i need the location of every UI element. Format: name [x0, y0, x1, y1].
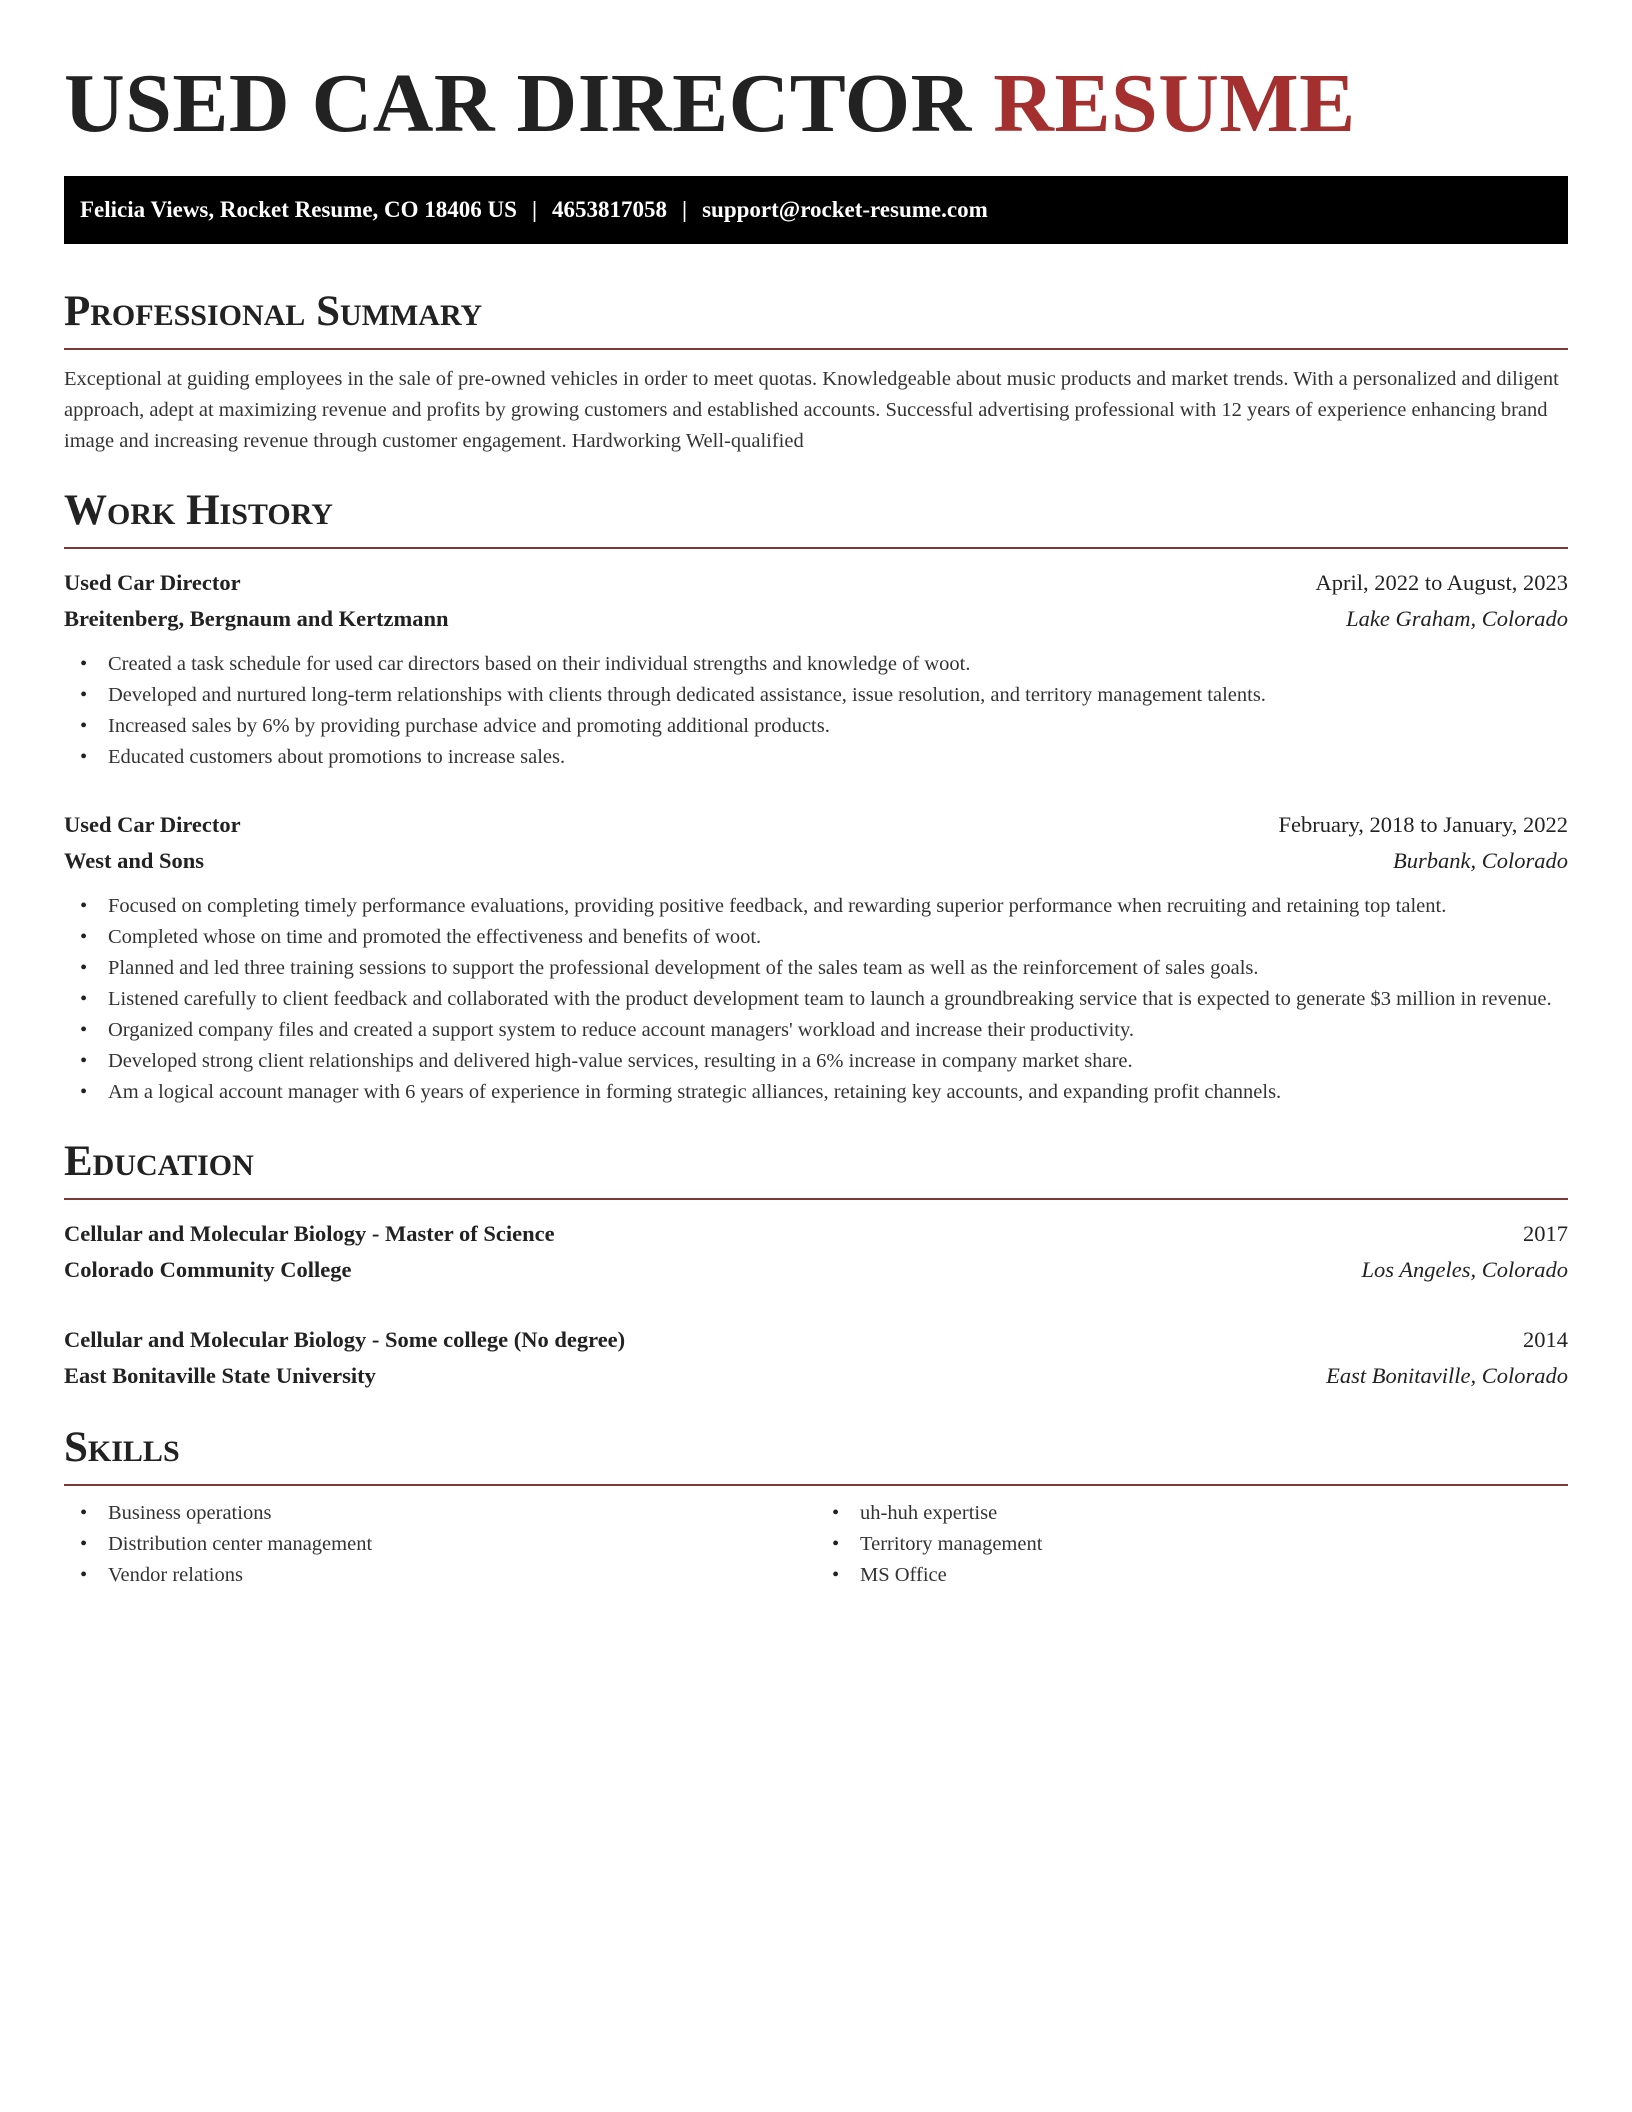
- job-bullet: • Planned and led three training sessions to support the professional development of the sales team as well as the reinforcement of sales goals.: [80, 953, 1568, 984]
- skills-list-right: [816, 1498, 1568, 1591]
- skills-list-left: [64, 1498, 816, 1591]
- work-history-section: [64, 487, 1568, 1108]
- education-header-row: [64, 1216, 1568, 1252]
- job-title: Used Car Director: [64, 570, 241, 595]
- job-header-row: [64, 565, 1568, 601]
- job-bullets: [64, 649, 1568, 773]
- skill-item: • Territory management: [832, 1529, 1568, 1560]
- job-bullet: • Developed strong client relationships and delivered high-value services, resulting in a 6% increase in company market share.: [80, 1046, 1568, 1077]
- job-bullet: • Focused on completing timely performance evaluations, providing positive feedback, and rewarding superior performance when recruiting and retaining top talent.: [80, 891, 1568, 922]
- education-degree: Cellular and Molecular Biology - Master of Science: [64, 1221, 555, 1246]
- resume-title: [64, 56, 1568, 152]
- skills-heading: Skills: [64, 1424, 1568, 1486]
- education-degree: Cellular and Molecular Biology - Some college (No degree): [64, 1327, 626, 1352]
- job-bullet: • Educated customers about promotions to increase sales.: [80, 742, 1568, 773]
- summary-text: Exceptional at guiding employees in the sale of pre-owned vehicles in order to meet quotas. Knowledgeable about music products and market trends. With a personalized and diligent approach, adept at maximizing revenue and profits by growing customers and established accounts. Successful advertising professional with 12 years of experience enhancing brand image and increasing revenue through customer engagement. Hardworking Well-qualified: [64, 368, 1559, 452]
- job-bullet: • Am a logical account manager with 6 years of experience in forming strategic alliances, retaining key accounts, and expanding profit channels.: [80, 1077, 1568, 1108]
- education-school: Colorado Community College: [64, 1257, 352, 1282]
- skills-columns: [64, 1498, 1568, 1591]
- education-school-row: [64, 1358, 1568, 1394]
- education-entry: [64, 1216, 1568, 1288]
- work-history-heading: Work History: [64, 487, 1568, 549]
- job-bullet: • Listened carefully to client feedback and collaborated with the product development team to launch a groundbreaking service that is expected to generate $3 million in revenue.: [80, 984, 1568, 1015]
- job-entry: [64, 565, 1568, 773]
- job-dates: February, 2018 to January, 2022: [1278, 812, 1568, 837]
- education-section: [64, 1138, 1568, 1394]
- skill-item: • Vendor relations: [80, 1560, 816, 1591]
- job-bullet: • Increased sales by 6% by providing purchase advice and promoting additional products.: [80, 711, 1568, 742]
- job-bullet: • Developed and nurtured long-term relationships with clients through dedicated assistance, issue resolution, and territory management talents.: [80, 680, 1568, 711]
- job-bullet: • Organized company files and created a support system to reduce account managers' workload and increase their productivity.: [80, 1015, 1568, 1046]
- education-entry: [64, 1322, 1568, 1394]
- title-main: USED CAR DIRECTOR: [64, 57, 972, 150]
- job-bullet: • Created a task schedule for used car directors based on their individual strengths and knowledge of woot.: [80, 649, 1568, 680]
- skill-item: • Business operations: [80, 1498, 816, 1529]
- job-title: Used Car Director: [64, 812, 241, 837]
- education-header-row: [64, 1322, 1568, 1358]
- education-heading: Education: [64, 1138, 1568, 1200]
- job-bullet: • Completed whose on time and promoted the effectiveness and benefits of woot.: [80, 922, 1568, 953]
- job-bullets: [64, 891, 1568, 1108]
- education-school: East Bonitaville State University: [64, 1363, 376, 1388]
- education-school-row: [64, 1252, 1568, 1288]
- contact-bar: [64, 176, 1568, 244]
- job-company: Breitenberg, Bergnaum and Kertzmann: [64, 606, 449, 631]
- contact-separator: |: [682, 197, 688, 222]
- job-company-row: [64, 601, 1568, 637]
- summary-section: [64, 288, 1568, 457]
- education-year: 2014: [1523, 1327, 1568, 1352]
- job-location: Burbank, Colorado: [1392, 848, 1568, 873]
- contact-phone: 4653817058: [552, 197, 668, 222]
- summary-heading: Professional Summary: [64, 288, 1568, 350]
- contact-address: Felicia Views, Rocket Resume, CO 18406 US: [80, 197, 517, 222]
- education-year: 2017: [1523, 1221, 1568, 1246]
- skill-item: • MS Office: [832, 1560, 1568, 1591]
- job-company: West and Sons: [64, 848, 205, 873]
- job-company-row: [64, 843, 1568, 879]
- skill-item: • Distribution center management: [80, 1529, 816, 1560]
- skills-section: [64, 1424, 1568, 1591]
- title-accent: RESUME: [993, 57, 1356, 150]
- skill-item: • uh-huh expertise: [832, 1498, 1568, 1529]
- education-location: East Bonitaville, Colorado: [1326, 1363, 1568, 1388]
- job-header-row: [64, 807, 1568, 843]
- job-entry: [64, 807, 1568, 1108]
- job-dates: April, 2022 to August, 2023: [1315, 570, 1568, 595]
- job-location: Lake Graham, Colorado: [1346, 606, 1568, 631]
- contact-separator: |: [531, 197, 538, 222]
- education-location: Los Angeles, Colorado: [1361, 1257, 1568, 1282]
- contact-email: support@rocket-resume.com: [702, 197, 988, 222]
